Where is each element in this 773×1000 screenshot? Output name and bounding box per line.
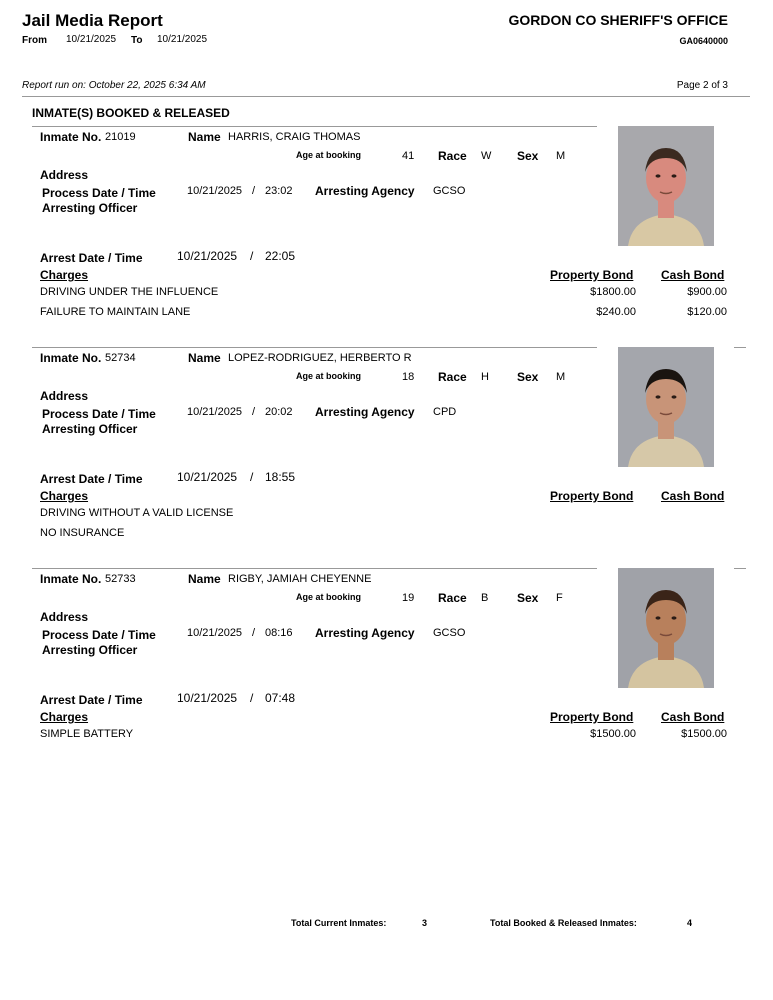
agency-value: CPD — [433, 406, 457, 418]
process-slash: / — [252, 406, 256, 418]
to-date: 10/21/2025 — [157, 34, 208, 45]
total-booked-value: 4 — [687, 918, 693, 928]
charge-description: FAILURE TO MAINTAIN LANE — [40, 306, 191, 318]
total-current-value: 3 — [422, 918, 428, 928]
property-bond-label: Property Bond — [550, 710, 634, 724]
charges-label: Charges — [40, 710, 89, 724]
report-run-date: Report run on: October 22, 2025 6:34 AM — [22, 80, 206, 91]
process-time: 20:02 — [265, 406, 293, 418]
arrest-slash: / — [250, 470, 254, 484]
charge-description: NO INSURANCE — [40, 527, 125, 539]
sex-value: F — [556, 592, 563, 604]
cash-bond-label: Cash Bond — [661, 710, 725, 724]
inmate-divider-right — [734, 347, 746, 348]
officer-label: Arresting Officer — [42, 422, 138, 436]
name-label: Name — [188, 130, 221, 144]
age-label: Age at booking — [296, 371, 361, 381]
agency-label: Arresting Agency — [315, 405, 415, 419]
inmate-number: 52733 — [105, 573, 136, 585]
officer-label: Arresting Officer — [42, 201, 138, 215]
address-label: Address — [40, 610, 89, 624]
process-date: 10/21/2025 — [187, 406, 243, 418]
charge-property-bond: $1500.00 — [590, 728, 636, 740]
property-bond-label: Property Bond — [550, 489, 634, 503]
inmate-number-label: Inmate No. — [40, 351, 102, 365]
age-label: Age at booking — [296, 150, 361, 160]
inmate-mugshot — [618, 568, 714, 688]
age-value: 41 — [402, 150, 415, 162]
age-value: 19 — [402, 592, 415, 604]
total-booked-label: Total Booked & Released Inmates: — [490, 918, 637, 928]
from-date: 10/21/2025 — [66, 34, 117, 45]
inmate-name: HARRIS, CRAIG THOMAS — [228, 131, 361, 143]
address-label: Address — [40, 389, 89, 403]
process-slash: / — [252, 185, 256, 197]
agency-value: GCSO — [433, 185, 466, 197]
inmate-name: RIGBY, JAMIAH CHEYENNE — [228, 573, 372, 585]
race-value: B — [481, 592, 489, 604]
charges-label: Charges — [40, 268, 89, 282]
to-label: To — [131, 35, 143, 46]
inmate-divider — [32, 568, 597, 569]
name-label: Name — [188, 572, 221, 586]
charges-label: Charges — [40, 489, 89, 503]
age-value: 18 — [402, 371, 415, 383]
agency-value: GCSO — [433, 627, 466, 639]
inmate-mugshot — [618, 347, 714, 467]
sex-label: Sex — [517, 370, 539, 384]
inmate-number-label: Inmate No. — [40, 130, 102, 144]
arrest-time: 22:05 — [265, 249, 296, 263]
cash-bond-label: Cash Bond — [661, 489, 725, 503]
age-label: Age at booking — [296, 592, 361, 602]
agency-label: Arresting Agency — [315, 626, 415, 640]
race-value: H — [481, 371, 489, 383]
report-title: Jail Media Report — [22, 11, 163, 30]
process-slash: / — [252, 627, 256, 639]
inmate-divider-right — [734, 568, 746, 569]
property-bond-label: Property Bond — [550, 268, 634, 282]
charge-cash-bond: $900.00 — [687, 286, 727, 298]
from-label: From — [22, 35, 47, 46]
arrest-time: 07:48 — [265, 691, 296, 705]
sex-value: M — [556, 150, 566, 162]
charge-property-bond: $1800.00 — [590, 286, 636, 298]
inmate-divider — [32, 126, 597, 127]
charge-description: SIMPLE BATTERY — [40, 728, 134, 740]
process-time: 08:16 — [265, 627, 293, 639]
header-divider — [22, 96, 750, 97]
arrest-time: 18:55 — [265, 470, 296, 484]
arrest-slash: / — [250, 249, 254, 263]
total-current-label: Total Current Inmates: — [291, 918, 387, 928]
agency-label: Arresting Agency — [315, 184, 415, 198]
page-number: Page 2 of 3 — [676, 80, 728, 91]
sex-label: Sex — [517, 591, 539, 605]
charge-description: DRIVING WITHOUT A VALID LICENSE — [40, 507, 234, 519]
office-name: GORDON CO SHERIFF'S OFFICE — [508, 12, 728, 28]
inmate-divider — [32, 347, 597, 348]
race-label: Race — [438, 370, 467, 384]
process-date: 10/21/2025 — [187, 627, 243, 639]
arrest-slash: / — [250, 691, 254, 705]
charge-cash-bond: $1500.00 — [681, 728, 727, 740]
section-title: INMATE(S) BOOKED & RELEASED — [32, 106, 230, 120]
process-label: Process Date / Time — [42, 628, 156, 642]
process-label: Process Date / Time — [42, 186, 156, 200]
address-label: Address — [40, 168, 89, 182]
inmate-name: LOPEZ-RODRIGUEZ, HERBERTO R — [228, 352, 412, 364]
race-label: Race — [438, 149, 467, 163]
process-time: 23:02 — [265, 185, 293, 197]
inmate-number-label: Inmate No. — [40, 572, 102, 586]
charge-property-bond: $240.00 — [596, 306, 636, 318]
ori-code: GA0640000 — [679, 36, 728, 46]
arrest-date: 10/21/2025 — [177, 249, 238, 263]
inmate-number: 21019 — [105, 131, 136, 143]
cash-bond-label: Cash Bond — [661, 268, 725, 282]
charge-description: DRIVING UNDER THE INFLUENCE — [40, 286, 219, 298]
sex-value: M — [556, 371, 566, 383]
arrest-label: Arrest Date / Time — [40, 472, 143, 486]
inmate-mugshot — [618, 126, 714, 246]
arrest-label: Arrest Date / Time — [40, 693, 143, 707]
process-date: 10/21/2025 — [187, 185, 243, 197]
officer-label: Arresting Officer — [42, 643, 138, 657]
race-label: Race — [438, 591, 467, 605]
sex-label: Sex — [517, 149, 539, 163]
name-label: Name — [188, 351, 221, 365]
inmate-number: 52734 — [105, 352, 136, 364]
process-label: Process Date / Time — [42, 407, 156, 421]
arrest-label: Arrest Date / Time — [40, 251, 143, 265]
race-value: W — [481, 150, 492, 162]
arrest-date: 10/21/2025 — [177, 470, 238, 484]
arrest-date: 10/21/2025 — [177, 691, 238, 705]
charge-cash-bond: $120.00 — [687, 306, 727, 318]
